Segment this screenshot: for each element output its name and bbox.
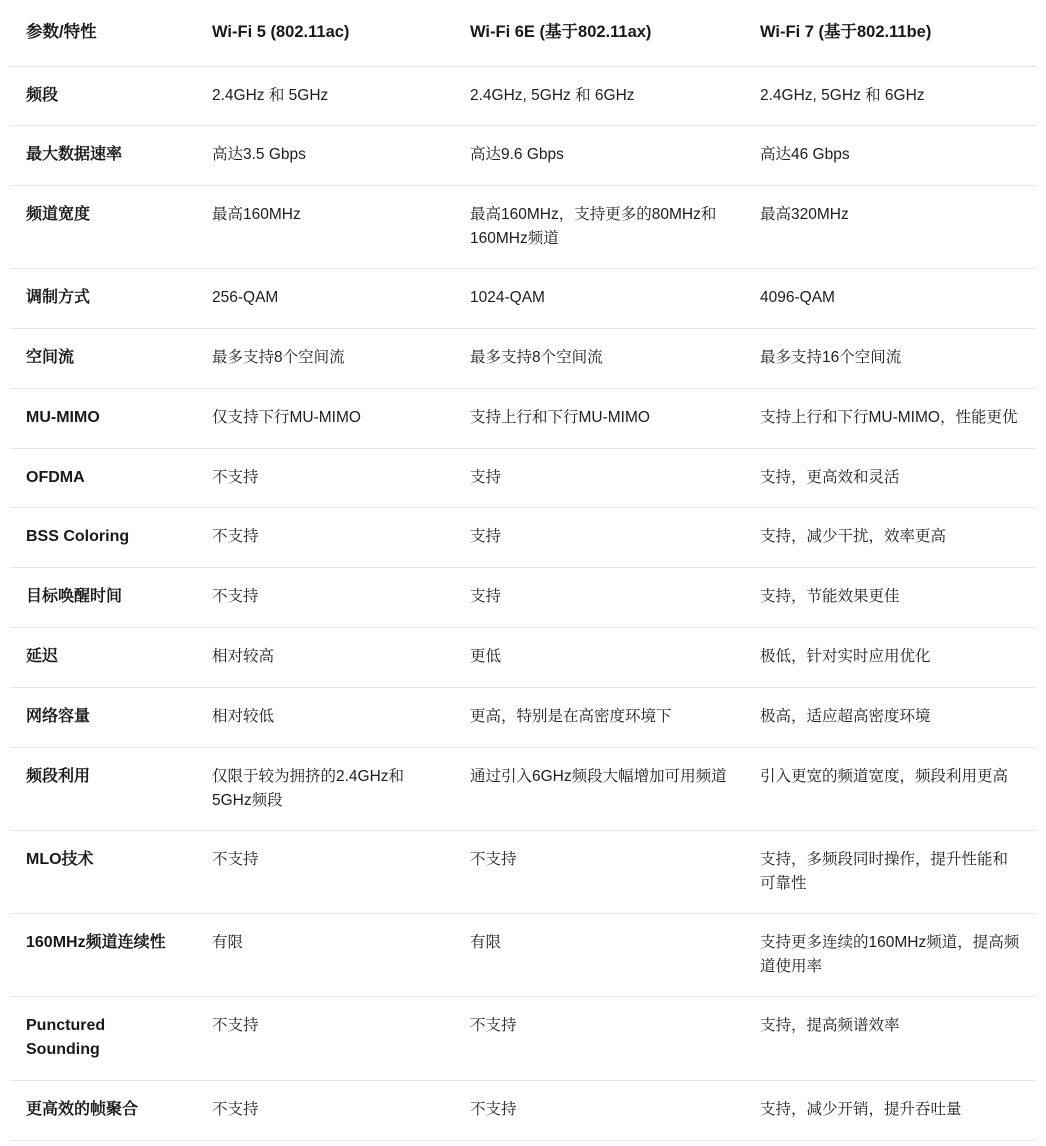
table-header — [10, 0, 1036, 66]
table-row — [10, 186, 1036, 269]
table-row — [10, 1081, 1036, 1141]
table-row — [10, 687, 1036, 747]
cell-wifi5: 相对较低 — [196, 687, 454, 747]
table-row — [10, 747, 1036, 830]
cell-wifi6e: 支持 — [454, 508, 744, 568]
cell-wifi6e: 通过引入6GHz频段大幅增加可用频道 — [454, 747, 744, 830]
cell-wifi7: 最多支持16个空间流 — [744, 328, 1036, 388]
cell-wifi5: 不支持 — [196, 830, 454, 913]
row-feature-label: 频段利用 — [10, 747, 196, 830]
row-feature-label: 延迟 — [10, 627, 196, 687]
table-row — [10, 568, 1036, 628]
row-feature-label: 最大数据速率 — [10, 126, 196, 186]
column-header-feature: 参数/特性 — [10, 0, 196, 66]
column-header-wifi5: Wi-Fi 5 (802.11ac) — [196, 0, 454, 66]
cell-wifi7: 支持更多连续的160MHz频道，提高频道使用率 — [744, 913, 1036, 996]
cell-wifi5: 有限 — [196, 913, 454, 996]
cell-wifi6e: 2.4GHz, 5GHz 和 6GHz — [454, 66, 744, 126]
row-feature-label: BSS Coloring — [10, 508, 196, 568]
cell-wifi6e: 1024-QAM — [454, 269, 744, 329]
row-feature-label: MU-MIMO — [10, 388, 196, 448]
cell-wifi5: 仅限于较为拥挤的2.4GHz和5GHz频段 — [196, 747, 454, 830]
row-feature-label: 频段 — [10, 66, 196, 126]
cell-wifi6e: 不支持 — [454, 1081, 744, 1141]
row-feature-label: 目标唤醒时间 — [10, 568, 196, 628]
table-row — [10, 996, 1036, 1081]
cell-wifi7: 支持，更高效和灵活 — [744, 448, 1036, 508]
cell-wifi6e: 支持上行和下行MU-MIMO — [454, 388, 744, 448]
table-row — [10, 126, 1036, 186]
table-body — [10, 66, 1036, 1140]
row-feature-label: 网络容量 — [10, 687, 196, 747]
cell-wifi6e: 最高160MHz，支持更多的80MHz和160MHz频道 — [454, 186, 744, 269]
cell-wifi5: 不支持 — [196, 1081, 454, 1141]
row-feature-label: 空间流 — [10, 328, 196, 388]
cell-wifi6e: 更低 — [454, 627, 744, 687]
row-feature-label: 更高效的帧聚合 — [10, 1081, 196, 1141]
cell-wifi7: 支持，节能效果更佳 — [744, 568, 1036, 628]
table-row — [10, 913, 1036, 996]
cell-wifi7: 极低，针对实时应用优化 — [744, 627, 1036, 687]
row-feature-label: 调制方式 — [10, 269, 196, 329]
table-row — [10, 448, 1036, 508]
cell-wifi6e: 支持 — [454, 448, 744, 508]
table-row — [10, 830, 1036, 913]
table-row — [10, 627, 1036, 687]
wifi-comparison-table — [10, 0, 1036, 1141]
cell-wifi5: 2.4GHz 和 5GHz — [196, 66, 454, 126]
column-header-wifi6e: Wi-Fi 6E (基于802.11ax) — [454, 0, 744, 66]
row-feature-label: MLO技术 — [10, 830, 196, 913]
cell-wifi6e: 有限 — [454, 913, 744, 996]
cell-wifi7: 2.4GHz, 5GHz 和 6GHz — [744, 66, 1036, 126]
cell-wifi7: 支持，多频段同时操作，提升性能和可靠性 — [744, 830, 1036, 913]
cell-wifi6e: 高达9.6 Gbps — [454, 126, 744, 186]
cell-wifi7: 引入更宽的频道宽度，频段利用更高 — [744, 747, 1036, 830]
cell-wifi5: 相对较高 — [196, 627, 454, 687]
row-feature-label: 频道宽度 — [10, 186, 196, 269]
cell-wifi7: 支持，减少干扰，效率更高 — [744, 508, 1036, 568]
table-row — [10, 269, 1036, 329]
table-row — [10, 388, 1036, 448]
cell-wifi5: 不支持 — [196, 568, 454, 628]
cell-wifi7: 高达46 Gbps — [744, 126, 1036, 186]
row-feature-label: 160MHz频道连续性 — [10, 913, 196, 996]
cell-wifi6e: 更高，特别是在高密度环境下 — [454, 687, 744, 747]
row-feature-label: OFDMA — [10, 448, 196, 508]
cell-wifi7: 支持，减少开销，提升吞吐量 — [744, 1081, 1036, 1141]
cell-wifi5: 256-QAM — [196, 269, 454, 329]
cell-wifi5: 不支持 — [196, 508, 454, 568]
cell-wifi5: 最多支持8个空间流 — [196, 328, 454, 388]
cell-wifi7: 极高，适应超高密度环境 — [744, 687, 1036, 747]
cell-wifi5: 高达3.5 Gbps — [196, 126, 454, 186]
table-header-row — [10, 0, 1036, 66]
table-row — [10, 66, 1036, 126]
cell-wifi7: 最高320MHz — [744, 186, 1036, 269]
cell-wifi7: 4096-QAM — [744, 269, 1036, 329]
table-row — [10, 328, 1036, 388]
table-row — [10, 508, 1036, 568]
cell-wifi6e: 不支持 — [454, 996, 744, 1081]
cell-wifi6e: 支持 — [454, 568, 744, 628]
column-header-wifi7: Wi-Fi 7 (基于802.11be) — [744, 0, 1036, 66]
cell-wifi6e: 最多支持8个空间流 — [454, 328, 744, 388]
cell-wifi7: 支持上行和下行MU-MIMO，性能更优 — [744, 388, 1036, 448]
cell-wifi5: 仅支持下行MU-MIMO — [196, 388, 454, 448]
cell-wifi6e: 不支持 — [454, 830, 744, 913]
cell-wifi5: 不支持 — [196, 996, 454, 1081]
cell-wifi7: 支持，提高频谱效率 — [744, 996, 1036, 1081]
cell-wifi5: 最高160MHz — [196, 186, 454, 269]
row-feature-label: Punctured Sounding — [10, 996, 196, 1081]
cell-wifi5: 不支持 — [196, 448, 454, 508]
